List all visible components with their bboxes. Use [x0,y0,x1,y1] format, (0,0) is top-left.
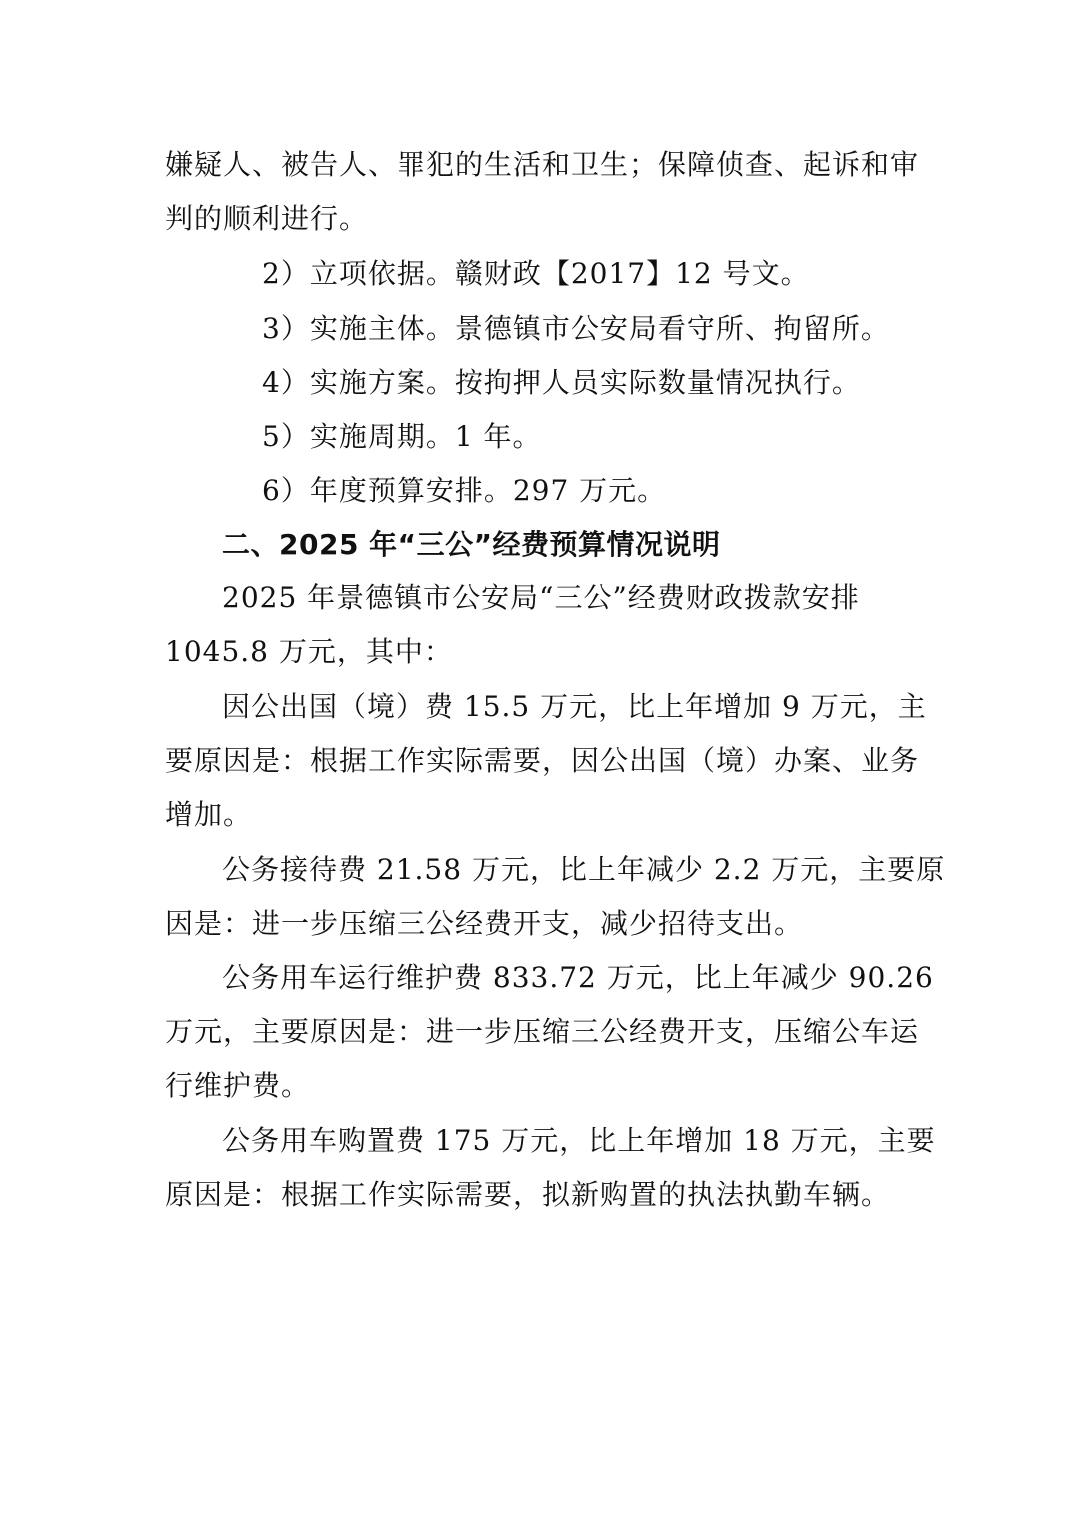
list-item: 4）实施方案。按拘押人员实际数量情况执行。 [262,366,861,399]
paragraph-line: 公务用车购置费 175 万元，比上年增加 18 万元，主要 [222,1124,936,1157]
paragraph-line: 2025 年景德镇市公安局“三公”经费财政拨款安排 [222,581,860,614]
paragraph-line: 行维护费。 [165,1069,311,1102]
list-item: 5）实施周期。1 年。 [262,420,542,453]
paragraph-line: 公务用车运行维护费 833.72 万元，比上年减少 90.26 [222,961,934,994]
paragraph-line: 要原因是：根据工作实际需要，因公出国（境）办案、业务 [165,744,920,777]
intro-line: 嫌疑人、被告人、罪犯的生活和卫生；保障侦查、起诉和审 [165,148,920,181]
paragraph-line: 因是：进一步压缩三公经费开支，减少招待支出。 [165,907,804,940]
paragraph-line: 1045.8 万元，其中： [165,635,453,668]
paragraph-line: 万元，主要原因是：进一步压缩三公经费开支，压缩公车运 [165,1015,920,1048]
section-heading: 二、2025 年“三公”经费预算情况说明 [222,528,721,561]
paragraph-line: 增加。 [165,798,253,831]
list-item: 6）年度预算安排。297 万元。 [262,474,667,507]
paragraph-line: 原因是：根据工作实际需要，拟新购置的执法执勤车辆。 [165,1178,891,1211]
list-item: 2）立项依据。赣财政【2017】12 号文。 [262,257,810,290]
paragraph-line: 因公出国（境）费 15.5 万元，比上年增加 9 万元，主 [222,690,927,723]
list-item: 3）实施主体。景德镇市公安局看守所、拘留所。 [262,312,890,345]
intro-line: 判的顺利进行。 [165,202,369,235]
paragraph-line: 公务接待费 21.58 万元，比上年减少 2.2 万元，主要原 [222,853,946,886]
